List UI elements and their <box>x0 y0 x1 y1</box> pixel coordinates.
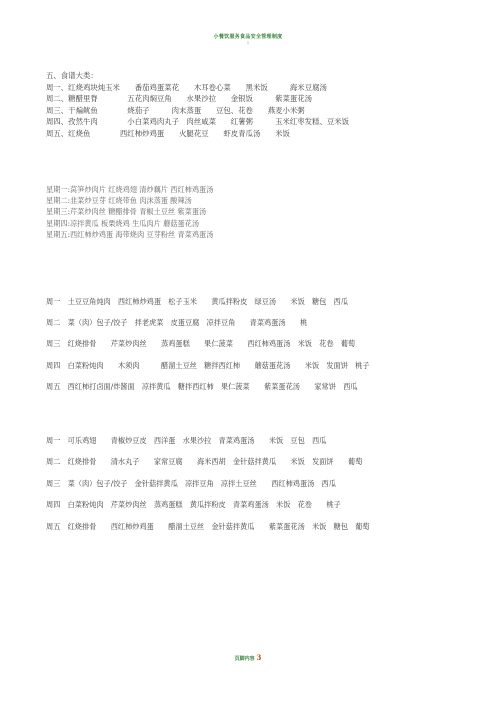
footer-label: 页脚内容 <box>234 656 255 662</box>
menu-row: 周四 白菜粉炖肉 木须肉 醋溜土豆丝 糖拌西红柿 蘑菇蛋花汤 米饭 发面饼 桃子 <box>46 360 370 370</box>
menu-row: 周五 西红柿打卤面/炸酱面 凉拌黄瓜 糖拌西红柿 果仁菠菜 紫菜蛋花汤 家常饼 西瓜 <box>46 381 358 391</box>
menu-row: 周五、红烧鱼 西红柿炒鸡蛋 火腿花豆 虾皮青瓜汤 米饭 <box>46 128 290 138</box>
menu-row: 星期五:西红柿炒鸡蛋 海带烧肉 豆芽粉丝 青菜鸡蛋汤 <box>46 229 214 239</box>
menu-row: 星期四:凉拌黄瓜 板栗烧鸡 生瓜肉片 蘑菇蛋花汤 <box>46 218 200 228</box>
menu-row: 周五 红烧排骨 西红柿炒鸡蛋 醋溜土豆丝 金针菇拌黄瓜 紫菜蛋花汤 米饭 糖包 葡萄 <box>46 521 370 531</box>
recipe-section-week-two <box>46 430 466 537</box>
menu-row: 星期二:韭菜炒豆芽 红烧带鱼 肉沫蒸蛋 酸辣汤 <box>46 196 192 206</box>
menu-row: 星期三:芹菜炒肉丝 糖醋排骨 青椒土豆丝 紫菜蛋汤 <box>46 207 207 217</box>
menu-row: 周一 土豆豆角炖肉 西红柿炒鸡蛋 松子玉米 黄瓜拌粉皮 绿豆汤 米饭 糖包 西瓜 <box>46 297 348 306</box>
recipe-section-week-one <box>46 291 466 397</box>
page-header-sub: 1 <box>246 40 250 45</box>
menu-row: 周二 红烧排骨 清水丸子 家常豆腐 海米西胡 金针菇拌黄瓜 米饭 发面饼 葡萄 <box>46 457 363 467</box>
page-footer <box>0 653 496 662</box>
menu-row: 周四 白菜粉炖肉 芹菜炒肉丝 蒸鸡蛋糕 黄瓜拌粉皮 青菜鸡蛋汤 米饭 花卷 桃子 <box>46 500 341 510</box>
menu-row: 周二、糖醋里脊 五花肉焖豆角 水果沙拉 金银饭 紫菜蛋花汤 <box>46 94 313 104</box>
menu-row: 星期一:莴笋炒肉片 红烧鸡翅 清炒藕片 西红柿鸡蛋汤 <box>46 185 214 194</box>
menu-row: 周一、红烧鸡块炖玉米 番茄鸡蛋菜花 木耳卷心菜 黑米饭 海米豆腐汤 <box>46 82 327 92</box>
recipe-section-weekday <box>46 184 466 240</box>
page-number: 3 <box>256 653 262 662</box>
recipe-section-categories <box>46 70 466 140</box>
section-heading: 五、食谱大类： <box>46 71 98 80</box>
menu-row: 周三 红烧排骨 芹菜炒肉丝 蒸鸡蛋糕 果仁菠菜 西红柿鸡蛋汤 米饭 花卷 葡萄 <box>46 339 356 349</box>
menu-row: 周三 菜（肉）包子/饺子 金针菇拌黄瓜 凉拌豆角 凉拌土豆丝 西红柿鸡蛋汤 西瓜 <box>46 478 336 488</box>
page-header-title: 小餐饮服务食品安全管理制度 <box>213 34 283 40</box>
menu-row: 周四、孜然牛肉 小白菜鸡肉丸子 肉丝咸菜 红薯粥 玉米红枣发糕、豆米饭 <box>46 117 350 127</box>
menu-row: 周一 可乐鸡翅 青椒炒豆皮 西洋蛋 水果沙拉 青菜鸡蛋汤 米饭 豆包 西瓜 <box>46 436 327 445</box>
menu-row: 周三、干煸鱿鱼 烧茄子 肉末蒸蛋 豆包、花卷 燕麦小米粥 <box>46 105 305 115</box>
menu-row: 周二 菜（肉）包子/饺子 拌老虎菜 皮蛋豆腐 凉拌豆角 青菜鸡蛋汤 桃 <box>46 318 308 328</box>
